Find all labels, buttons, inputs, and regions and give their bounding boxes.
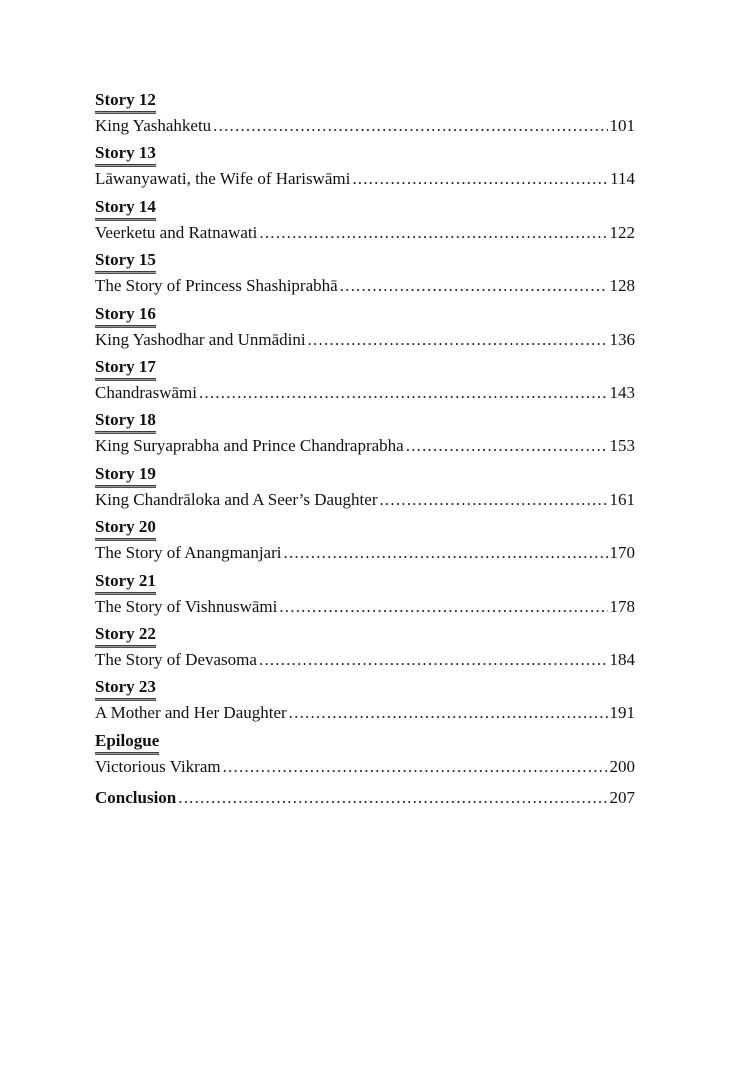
page-number: 200 xyxy=(609,756,635,776)
page-number: 161 xyxy=(609,489,635,509)
toc-entry[interactable] xyxy=(95,223,635,243)
section-heading: Story 21 xyxy=(95,571,156,595)
toc-entry[interactable] xyxy=(95,276,635,296)
section-heading: Story 19 xyxy=(95,464,156,488)
entry-title: King Chandrāloka and A Seer’s Daughter xyxy=(95,489,378,509)
page-number: 153 xyxy=(609,436,635,456)
toc-entry-conclusion[interactable] xyxy=(95,788,635,808)
dot-leader xyxy=(340,276,608,296)
section-heading: Story 13 xyxy=(95,143,156,167)
dot-leader xyxy=(178,788,607,808)
dot-leader xyxy=(352,169,608,189)
section-heading: Story 23 xyxy=(95,677,156,701)
dot-leader xyxy=(284,543,608,563)
page-number: 143 xyxy=(609,382,635,402)
entry-title: King Suryaprabha and Prince Chandraprabha xyxy=(95,436,404,456)
page-number: 136 xyxy=(609,329,635,349)
page-number: 101 xyxy=(609,116,635,135)
toc-entry[interactable] xyxy=(95,703,635,723)
toc-section-story-18 xyxy=(95,410,635,463)
page-number: 128 xyxy=(609,276,635,296)
entry-title: Lāwanyawati, the Wife of Hariswāmi xyxy=(95,169,351,189)
toc-entry[interactable] xyxy=(95,650,635,670)
toc-entry[interactable] xyxy=(95,330,635,350)
dot-leader xyxy=(259,650,608,670)
page-number: 191 xyxy=(609,703,635,723)
entry-title: The Story of Princess Shashiprabhā xyxy=(95,276,338,296)
section-heading: Story 15 xyxy=(95,250,156,274)
section-heading: Story 16 xyxy=(95,304,156,328)
toc-section-story-12 xyxy=(95,90,635,143)
dot-leader xyxy=(279,597,607,617)
page-number: 178 xyxy=(609,596,635,616)
section-heading: Story 20 xyxy=(95,517,156,541)
dot-leader xyxy=(308,330,608,350)
toc-section-story-23 xyxy=(95,677,635,730)
toc-section-story-19 xyxy=(95,464,635,517)
entry-title: King Yashahketu xyxy=(95,116,212,135)
entry-title: Veerketu and Ratnawati xyxy=(95,222,258,242)
entry-title: The Story of Devasoma xyxy=(95,649,257,669)
toc-section-epilogue xyxy=(95,731,635,784)
toc-section-story-21 xyxy=(95,571,635,624)
toc-section-story-15 xyxy=(95,250,635,303)
dot-leader xyxy=(213,116,607,136)
dot-leader xyxy=(379,490,607,510)
page-number: 114 xyxy=(610,169,635,189)
dot-leader xyxy=(199,383,608,403)
toc-section-story-22 xyxy=(95,624,635,677)
page-number: 184 xyxy=(609,649,635,669)
toc-entry[interactable] xyxy=(95,543,635,563)
toc-entry[interactable] xyxy=(95,116,635,136)
entry-title: Chandraswāmi xyxy=(95,382,197,402)
toc-entry[interactable] xyxy=(95,383,635,403)
toc-entry[interactable] xyxy=(95,597,635,617)
page-number: 170 xyxy=(609,543,635,563)
table-of-contents xyxy=(95,90,635,807)
toc-entry[interactable] xyxy=(95,757,635,777)
page-number: 122 xyxy=(609,222,635,242)
toc-section-story-16 xyxy=(95,304,635,357)
entry-title: Conclusion xyxy=(95,788,177,807)
toc-section-story-17 xyxy=(95,357,635,410)
dot-leader xyxy=(289,703,608,723)
section-heading: Epilogue xyxy=(95,731,159,755)
toc-section-story-20 xyxy=(95,517,635,570)
entry-title: A Mother and Her Daughter xyxy=(95,703,287,723)
section-heading: Story 12 xyxy=(95,90,156,114)
entry-title: King Yashodhar and Unmādini xyxy=(95,329,306,349)
toc-section-story-13 xyxy=(95,143,635,196)
dot-leader xyxy=(259,223,607,243)
entry-title: The Story of Anangmanjari xyxy=(95,543,282,563)
entry-title: Victorious Vikram xyxy=(95,756,221,776)
section-heading: Story 17 xyxy=(95,357,156,381)
dot-leader xyxy=(223,757,608,777)
toc-entry[interactable] xyxy=(95,490,635,510)
toc-entry[interactable] xyxy=(95,169,635,189)
section-heading: Story 18 xyxy=(95,410,156,434)
section-heading: Story 22 xyxy=(95,624,156,648)
toc-section-story-14 xyxy=(95,197,635,250)
page-number: 207 xyxy=(609,788,635,807)
dot-leader xyxy=(406,436,608,456)
entry-title: The Story of Vishnuswāmi xyxy=(95,596,278,616)
toc-entry[interactable] xyxy=(95,436,635,456)
section-heading: Story 14 xyxy=(95,197,156,221)
